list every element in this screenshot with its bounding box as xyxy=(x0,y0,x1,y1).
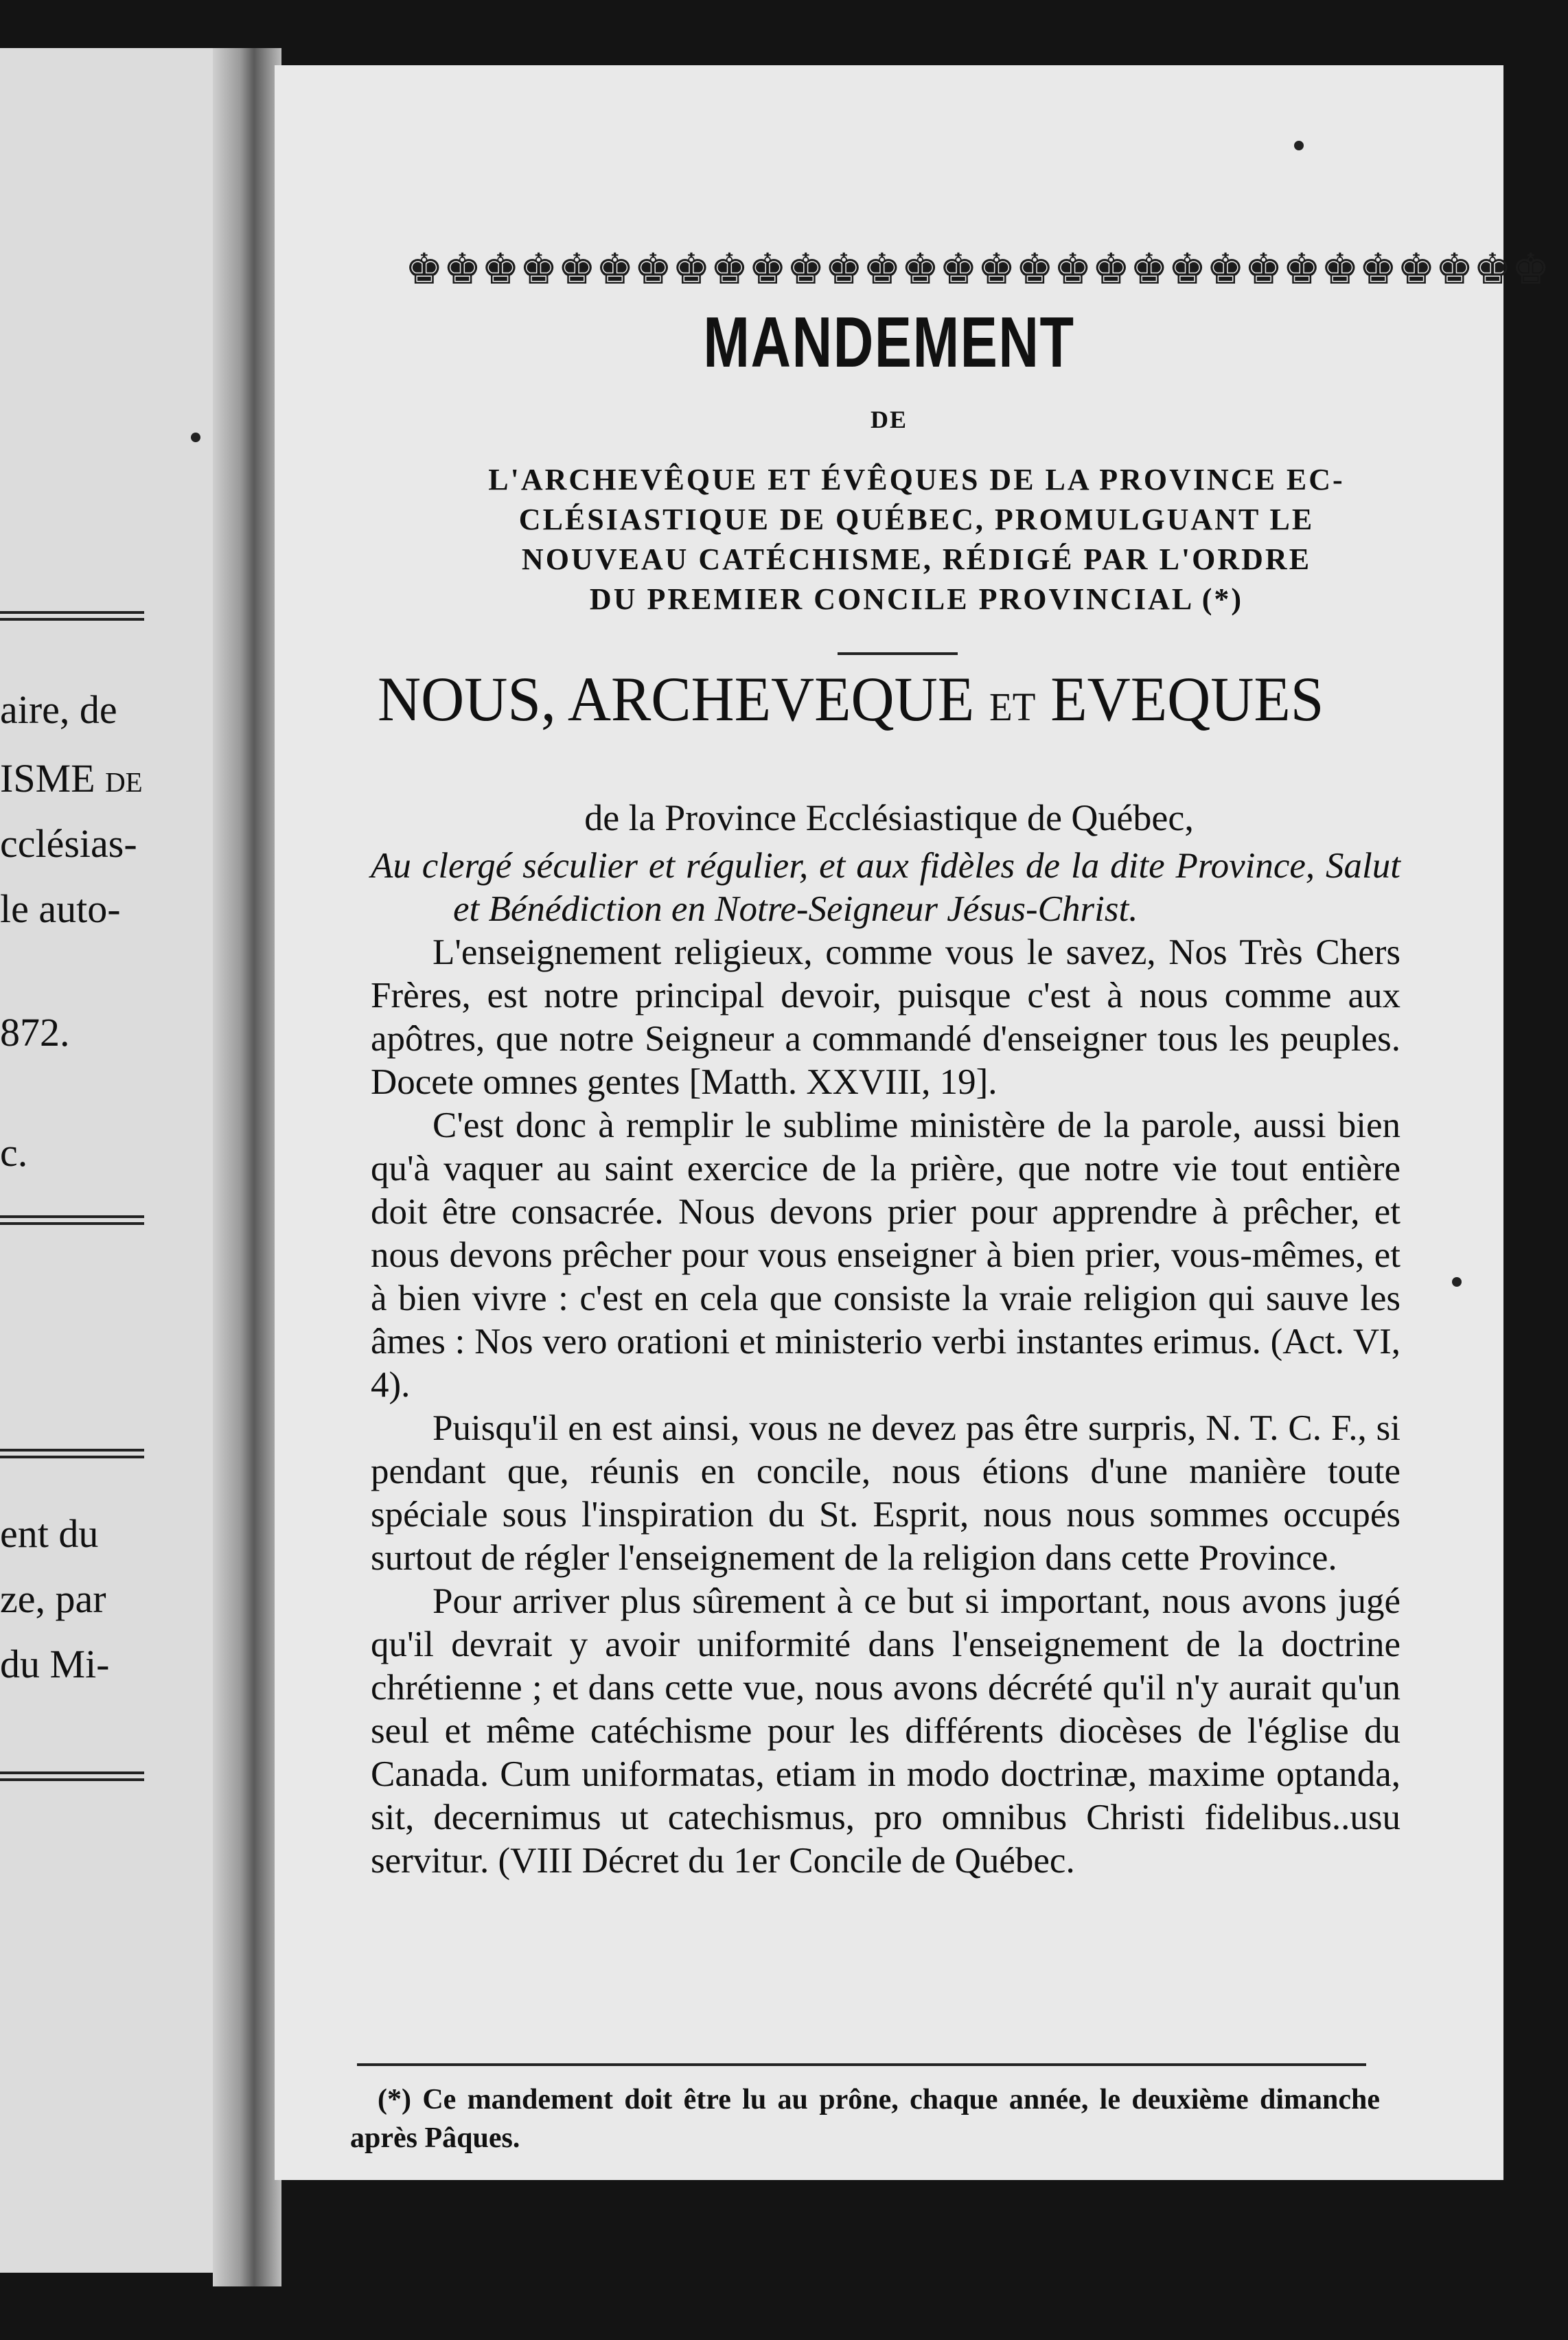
document-heading xyxy=(419,460,1414,619)
book-gutter xyxy=(213,48,281,2286)
body-paragraph: L'enseignement religieux, comme vous le savez, Nos Très Chers Frères, est notre principal devoir, puisque c'est à nous comme aux apôtres, que notre Seigneur a commandé d'enseigner tous les peuples. Docete omnes gentes [Matth. XXVIII, 19]. xyxy=(371,932,1400,1102)
left-fragment: ISME de xyxy=(0,756,143,801)
right-page xyxy=(275,65,1550,2180)
issuer-part: NOUS, ARCHEVEQUE xyxy=(378,664,990,734)
document-title: MANDEMENT xyxy=(703,303,1075,382)
left-double-rule xyxy=(0,1215,144,1225)
left-fragment: c. xyxy=(0,1130,28,1175)
left-fragment: 872. xyxy=(0,1010,70,1055)
left-fragment: le auto- xyxy=(0,886,121,931)
left-fragment: cclésias- xyxy=(0,821,137,866)
ornament-glyphs: ♚♚♚♚♚♚♚♚♚♚♚♚♚♚♚♚♚♚♚♚♚♚♚♚♚♚♚♚♚♚ xyxy=(405,246,1550,293)
left-fragment: du Mi- xyxy=(0,1642,110,1686)
left-fragment: ze, par xyxy=(0,1576,106,1621)
heading-line: CLÉSIASTIQUE DE QUÉBEC, PROMULGUANT LE xyxy=(518,503,1315,536)
scan-speck xyxy=(1294,141,1304,150)
issuer-line xyxy=(378,663,1356,735)
scan-speck xyxy=(1452,1277,1462,1287)
issuer-subheading: de la Province Ecclésiastique de Québec, xyxy=(584,797,1194,838)
scan-speck xyxy=(191,433,200,442)
heading-line: L'ARCHEVÊQUE ET ÉVÊQUES DE LA PROVINCE EC- xyxy=(488,463,1345,496)
left-double-rule xyxy=(0,1449,144,1458)
heading-line: NOUVEAU CATÉCHISME, RÉDIGÉ PAR L'ORDRE xyxy=(521,542,1312,576)
section-rule xyxy=(838,652,958,655)
footnote-rule xyxy=(357,2063,1366,2066)
issuer-part: EVEQUES xyxy=(1035,664,1324,734)
body-paragraph: C'est donc à remplir le sublime ministère de la parole, aussi bien qu'à vaquer au saint exercice de la prière, que notre vie tout entière doit être consacrée. Nous devons prier pour apprendre à prêcher, et nous devons prêcher pour vous enseigner à bien prier, vous-mêmes, et à bien vivre : c'est en cela que consiste la vraie religion qui sauve les âmes : Nos vero orationi et ministerio verbi instantes erimus. (Act. VI, 4). xyxy=(371,1105,1400,1405)
title-connector: DE xyxy=(870,406,908,433)
letter-body xyxy=(371,845,1400,1883)
salutation: Au clergé séculier et régulier, et aux fidèles de la dite Province, Salut et Bénédiction en Notre-Seigneur Jésus-Christ. xyxy=(371,846,1400,929)
body-paragraph: Puisqu'il en est ainsi, vous ne devez pas être surpris, N. T. C. F., si pendant que, réunis en concile, nous étions d'une manière toute spéciale sous l'inspiration du St. Esprit, nous nous sommes occupés surtout de régler l'enseignement de la religion dans cette Province. xyxy=(371,1408,1400,1578)
left-fragment: aire, de xyxy=(0,687,117,732)
left-fragment: ent du xyxy=(0,1511,99,1556)
footnote: (*) Ce mandement doit être lu au prône, chaque année, le deuxième dimanche après Pâques. xyxy=(350,2084,1380,2154)
heading-line: DU PREMIER CONCILE PROVINCIAL (*) xyxy=(589,582,1244,616)
ornamental-border xyxy=(405,240,1550,299)
body-paragraph: Pour arriver plus sûrement à ce but si important, nous avons jugé qu'il devrait y avoir uniformité dans l'enseignement de la doctrine chrétienne ; et dans cette vue, nous avons décrété qu'il n'y aurait qu'un seul et même catéchisme pour les différents diocèses de l'église du Canada. Cum uniformatas, etiam in modo doctrinæ, maxime optanda, sit, decernimus ut catechismus, pro omnibus Christi fidelibus..usu servitur. (VIII Décret du 1er Concile de Québec. xyxy=(371,1581,1400,1881)
left-double-rule xyxy=(0,1771,144,1781)
issuer-conjunction: ET xyxy=(989,685,1036,729)
left-double-rule xyxy=(0,611,144,621)
